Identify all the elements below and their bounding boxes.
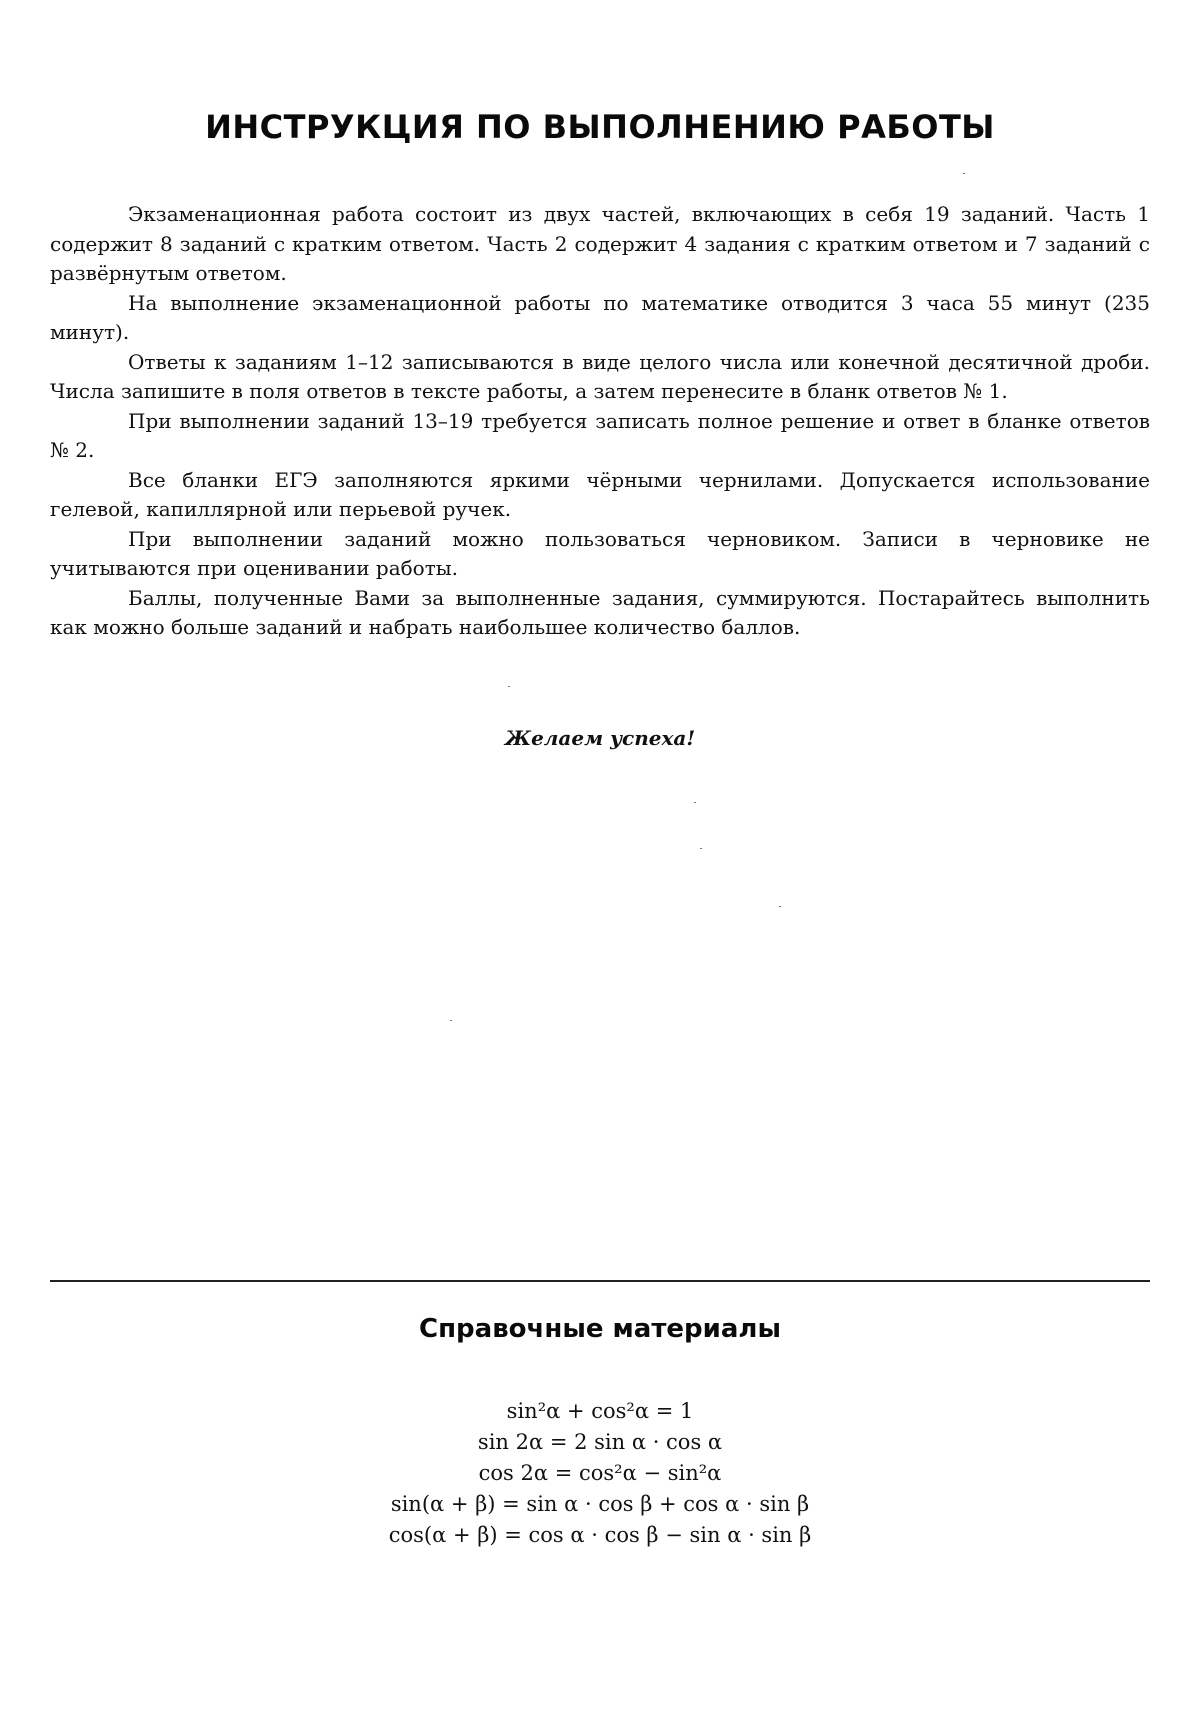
paragraph-duration: На выполнение экзаменационной работы по математике отводится 3 часа 55 минут (235 минут). xyxy=(50,290,1150,344)
reference-title: Справочные материалы xyxy=(419,1314,781,1344)
paragraph-draft: При выполнении заданий можно пользоваться черновиком. Записи в черновике не учитываются при оценивании работы. xyxy=(50,526,1150,580)
scan-speck xyxy=(508,686,510,687)
instructions-body xyxy=(50,200,1150,643)
formula-cos-double-angle: cos 2α = cos²α − sin²α xyxy=(478,1461,722,1485)
paragraph-full-solutions: При выполнении заданий 13–19 требуется записать полное решение и ответ в бланке ответов № 2. xyxy=(50,408,1150,462)
formula-pythagorean-identity: sin²α + cos²α = 1 xyxy=(506,1399,694,1423)
paragraph-structure: Экзаменационная работа состоит из двух частей, включающих в себя 19 заданий. Часть 1 содержит 8 заданий с кратким ответом. Часть 2 содержит 4 задания с кратким ответом и 7 заданий с развёрнутым ответом. xyxy=(50,202,1150,285)
paragraph-scoring: Баллы, полученные Вами за выполненные задания, суммируются. Постарайтесь выполнить как можно больше заданий и набрать наибольшее количество баллов. xyxy=(50,585,1150,639)
formula-cos-sum: cos(α + β) = cos α · cos β − sin α · sin β xyxy=(388,1523,812,1547)
section-divider xyxy=(50,1280,1150,1282)
paragraph-ink: Все бланки ЕГЭ заполняются яркими чёрными чернилами. Допускается использование гелевой, капиллярной или перьевой ручек. xyxy=(50,467,1150,521)
scan-speck xyxy=(694,802,696,803)
good-luck-wish: Желаем успеха! xyxy=(504,726,696,750)
scan-speck xyxy=(779,906,781,907)
scan-speck xyxy=(700,848,702,849)
page-title: ИНСТРУКЦИЯ ПО ВЫПОЛНЕНИЮ РАБОТЫ xyxy=(205,108,995,146)
scan-speck xyxy=(450,1020,452,1021)
formula-sin-double-angle: sin 2α = 2 sin α · cos α xyxy=(477,1430,723,1454)
paragraph-short-answers: Ответы к заданиям 1–12 записываются в виде целого числа или конечной десятичной дроби. Числа запишите в поля ответов в тексте работы, а затем перенесите в бланк ответов № 1. xyxy=(50,349,1150,403)
formula-sin-sum: sin(α + β) = sin α · cos β + cos α · sin β xyxy=(390,1492,810,1516)
scan-speck xyxy=(963,173,965,174)
reference-formulas xyxy=(0,1396,1200,1551)
